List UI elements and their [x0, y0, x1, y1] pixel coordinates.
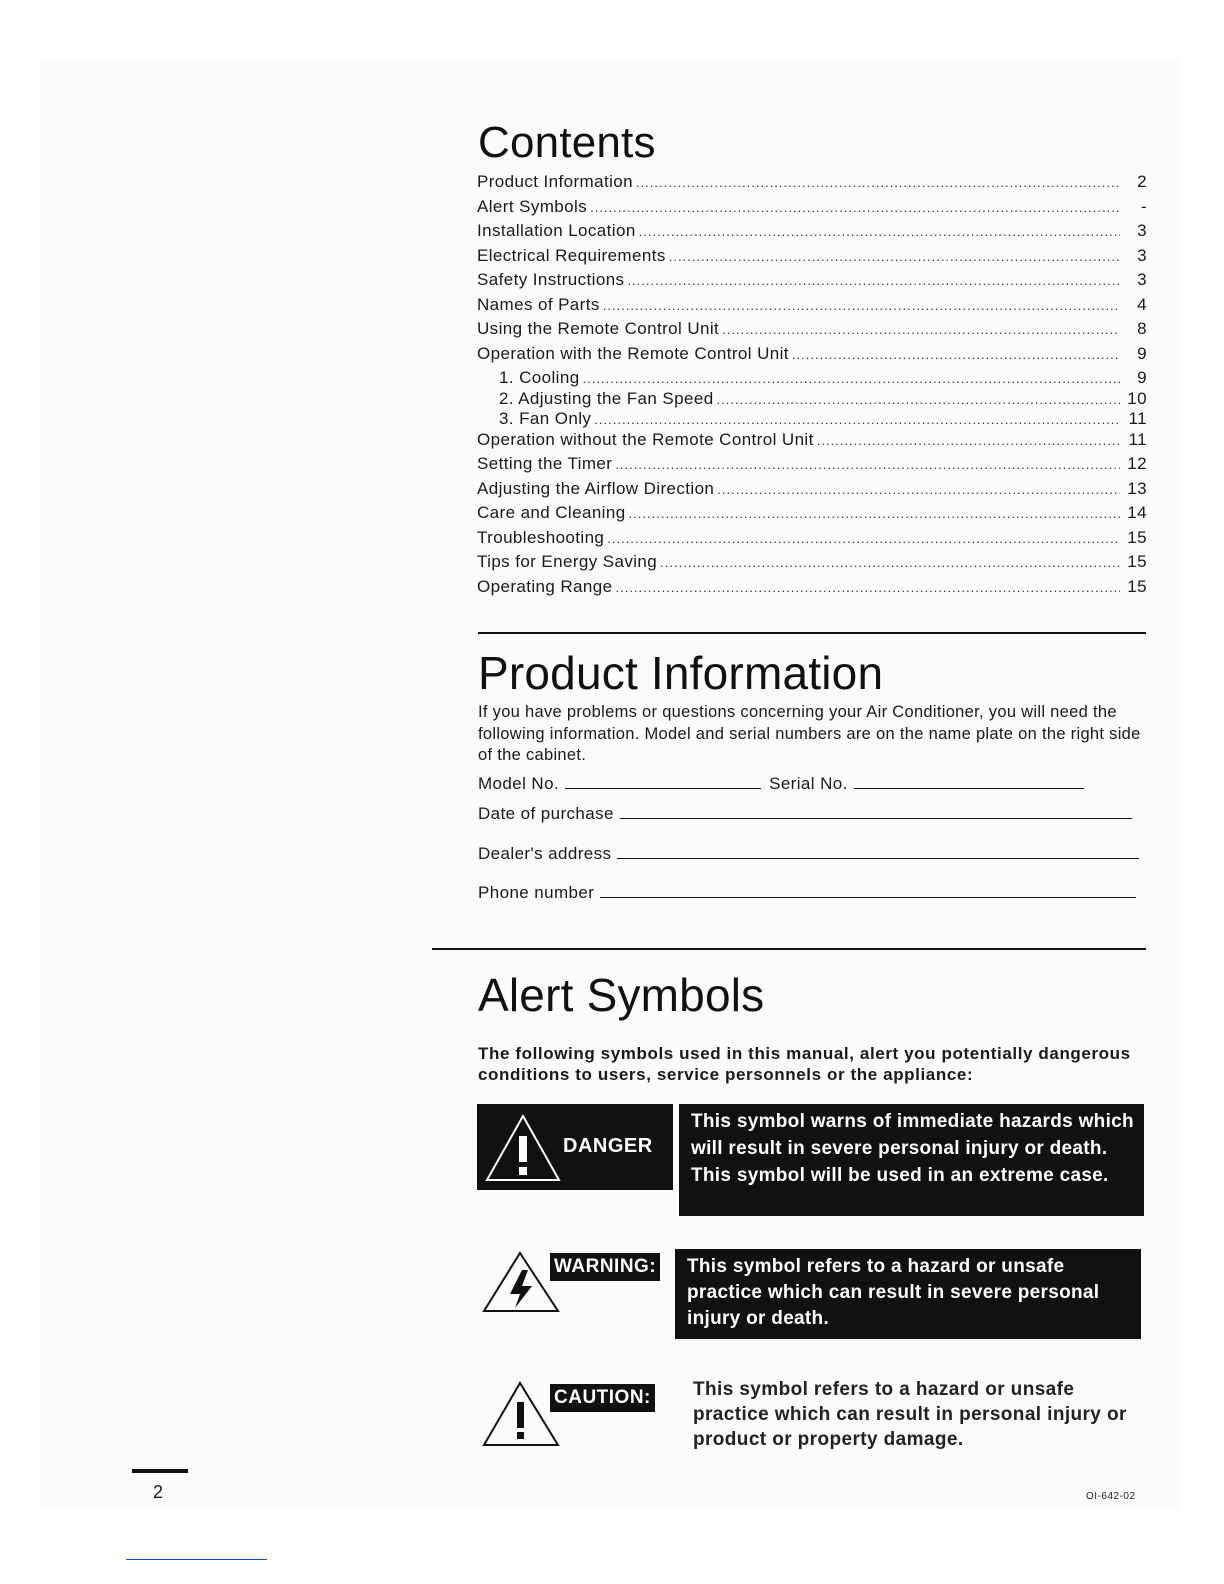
- toc-entry-page: 8: [1137, 319, 1147, 338]
- toc-entry: [477, 197, 1147, 222]
- toc-entry: [477, 479, 1147, 504]
- alert-symbols-lead: The following symbols used in this manual, alert you potentially dangerous conditions to users, service personnels or the appliance:: [478, 1044, 1131, 1084]
- model-number-field[interactable]: [565, 774, 761, 789]
- toc-entry-page: 13: [1127, 478, 1147, 498]
- toc-entry: [477, 295, 1147, 320]
- caution-label: CAUTION:: [550, 1384, 655, 1412]
- toc-entry-page: 15: [1127, 527, 1147, 547]
- toc-dot-leader: [583, 371, 1120, 386]
- toc-dot-leader: [615, 457, 1120, 472]
- toc-entry-page: 12: [1127, 454, 1147, 473]
- alert-symbols-title: Alert Symbols: [478, 969, 765, 1021]
- toc-dot-leader: [590, 200, 1120, 215]
- toc-entry: [477, 430, 1147, 455]
- product-information-title: Product Information: [478, 647, 884, 699]
- toc-entry: [477, 319, 1147, 344]
- toc-entry-page: 4: [1137, 294, 1147, 314]
- toc-dot-leader: [636, 175, 1120, 190]
- toc-entry-page: 15: [1127, 552, 1147, 571]
- danger-sign: [477, 1104, 673, 1190]
- document-code: OI-642-02: [1086, 1491, 1136, 1502]
- phone-number-field[interactable]: [600, 883, 1136, 898]
- toc-entry-page: 2: [1137, 172, 1147, 191]
- toc-entry-page: 9: [1137, 343, 1147, 363]
- toc-entry: [477, 389, 1147, 410]
- serial-number-field[interactable]: [854, 774, 1084, 789]
- toc-entry: [477, 368, 1147, 389]
- toc-entry-label: Alert Symbols: [477, 196, 588, 216]
- toc-entry-page: 3: [1137, 270, 1147, 289]
- model-serial-row: [478, 774, 1084, 794]
- toc-entry-label: Adjusting the Airflow Direction: [477, 478, 715, 498]
- date-of-purchase-row: [478, 804, 1132, 824]
- page-number: 2: [153, 1482, 164, 1502]
- toc-entry-label: 1. Cooling: [499, 368, 580, 387]
- page-number-mark: [132, 1469, 188, 1473]
- toc-entry: [477, 344, 1147, 369]
- danger-label: DANGER: [563, 1135, 653, 1157]
- table-of-contents: [477, 172, 1147, 601]
- toc-entry-label: Product Information: [477, 172, 633, 191]
- toc-entry-label: Using the Remote Control Unit: [477, 319, 720, 338]
- toc-dot-leader: [594, 412, 1120, 427]
- toc-entry-label: Tips for Energy Saving: [477, 552, 658, 571]
- dealer-address-label: Dealer's address: [478, 844, 612, 863]
- serial-number-label: Serial No.: [769, 774, 848, 793]
- toc-dot-leader: [639, 224, 1120, 239]
- toc-entry: [477, 246, 1147, 271]
- toc-entry-page: 9: [1137, 368, 1147, 387]
- toc-dot-leader: [660, 555, 1120, 570]
- toc-entry-label: Setting the Timer: [477, 454, 613, 473]
- toc-entry: [477, 552, 1147, 577]
- toc-entry-page: 11: [1128, 409, 1147, 428]
- toc-entry-label: Installation Location: [477, 221, 636, 240]
- toc-dot-leader: [717, 392, 1120, 407]
- date-of-purchase-field[interactable]: [620, 804, 1132, 819]
- dealer-address-field[interactable]: [617, 844, 1139, 859]
- toc-entry: [477, 409, 1147, 430]
- toc-dot-leader: [717, 482, 1120, 497]
- toc-entry: [477, 221, 1147, 246]
- toc-entry: [477, 270, 1147, 295]
- toc-entry: [477, 503, 1147, 528]
- toc-entry-label: Operating Range: [477, 576, 613, 596]
- dealer-address-row: [478, 844, 1139, 864]
- product-information-intro: If you have problems or questions concerning your Air Conditioner, you will need the following information. Model and serial numbers are on the name plate on the right side of the cabinet.: [478, 703, 1141, 764]
- toc-entry-page: 11: [1128, 429, 1147, 449]
- phone-number-label: Phone number: [478, 883, 595, 902]
- toc-entry-page: 15: [1127, 576, 1147, 596]
- toc-entry-page: 3: [1137, 245, 1147, 265]
- toc-entry-page: 10: [1127, 388, 1147, 408]
- toc-entry-label: 3. Fan Only: [499, 409, 592, 428]
- toc-dot-leader: [817, 433, 1120, 448]
- section-divider: [432, 948, 1146, 950]
- toc-entry-label: Troubleshooting: [477, 527, 605, 547]
- toc-entry-label: 2. Adjusting the Fan Speed: [499, 388, 714, 408]
- toc-entry-label: Safety Instructions: [477, 270, 625, 289]
- bottom-underline: [126, 1559, 267, 1560]
- toc-dot-leader: [629, 506, 1120, 521]
- toc-entry-label: Operation without the Remote Control Unit: [477, 429, 814, 449]
- toc-entry: [477, 172, 1147, 197]
- toc-entry-page: 14: [1127, 503, 1147, 522]
- toc-entry-label: Electrical Requirements: [477, 245, 666, 265]
- toc-entry-label: Names of Parts: [477, 294, 600, 314]
- toc-entry: [477, 577, 1147, 602]
- date-of-purchase-label: Date of purchase: [478, 804, 614, 823]
- toc-entry: [477, 454, 1147, 479]
- phone-number-row: [478, 883, 1136, 903]
- toc-entry-page: -: [1140, 196, 1147, 216]
- toc-entry-label: Care and Cleaning: [477, 503, 626, 522]
- toc-dot-leader: [627, 273, 1120, 288]
- toc-dot-leader: [669, 249, 1120, 264]
- warning-label: WARNING:: [550, 1253, 660, 1281]
- toc-dot-leader: [722, 322, 1120, 337]
- warning-description: This symbol refers to a hazard or unsafe practice which can result in severe personal injury or death.: [675, 1249, 1141, 1339]
- caution-description: This symbol refers to a hazard or unsafe practice which can result in personal injury or product or property damage.: [693, 1379, 1127, 1450]
- toc-entry-label: Operation with the Remote Control Unit: [477, 343, 789, 363]
- toc-dot-leader: [603, 298, 1120, 313]
- toc-dot-leader: [792, 347, 1120, 362]
- toc-entry-page: 3: [1137, 221, 1147, 240]
- contents-title: Contents: [478, 118, 656, 167]
- section-divider: [478, 632, 1146, 634]
- toc-dot-leader: [615, 580, 1120, 595]
- model-number-label: Model No.: [478, 774, 560, 793]
- toc-dot-leader: [607, 531, 1120, 546]
- danger-description: This symbol warns of immediate hazards which will result in severe personal injury or death. This symbol will be used in an extreme case.: [679, 1104, 1144, 1216]
- danger-triangle-icon: [483, 1112, 563, 1184]
- toc-entry: [477, 528, 1147, 553]
